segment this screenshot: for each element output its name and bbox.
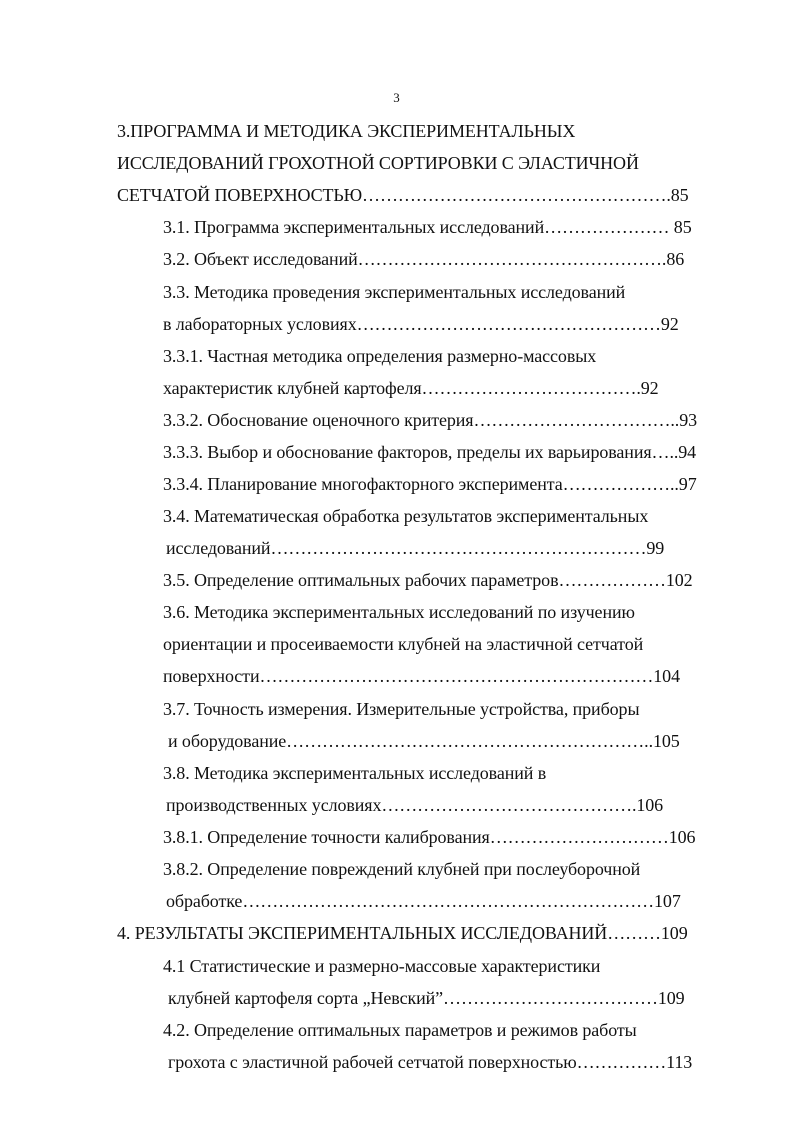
toc-entry-4-1-line-1: 4.1 Статистические и размерно-массовые характеристики [163, 956, 601, 976]
toc-heading-3-line-1: 3.ПРОГРАММА И МЕТОДИКА ЭКСПЕРИМЕНТАЛЬНЫХ [117, 121, 576, 141]
toc-entry-3-6-line-3: поверхности…………………………………………………………104 [163, 666, 680, 686]
toc-entry-3-4-line-2: исследований………………………………………………………99 [166, 538, 665, 558]
toc-entry-3-6-line-2: ориентации и просеиваемости клубней на эластичной сетчатой [163, 634, 644, 654]
toc-entry-3-8-line-2: производственных условиях…………………………………….106 [166, 795, 664, 815]
toc-entry-3-3-1-line-1: 3.3.1. Частная методика определения размерно-массовых [163, 346, 597, 366]
toc-entry-4-2-line-1: 4.2. Определение оптимальных параметров и режимов работы [163, 1020, 637, 1040]
toc-heading-3-line-3: СЕТЧАТОЙ ПОВЕРХНОСТЬЮ…………………………………………….85 [117, 185, 689, 205]
toc-entry-3-4-line-1: 3.4. Математическая обработка результатов экспериментальных [163, 506, 649, 526]
toc-entry-4-1-line-2: клубней картофеля сорта „Невский”………………………………109 [168, 988, 685, 1008]
toc-entry-3-3-1-line-2: характеристик клубней картофеля……………………………….92 [163, 378, 659, 398]
toc-entry-3-3-3: 3.3.3. Выбор и обоснование факторов, пределы их варьирования…..94 [163, 442, 697, 462]
page-number: 3 [393, 90, 400, 105]
toc-entry-3-3-line-2: в лабораторных условиях……………………………………………92 [163, 314, 679, 334]
toc-entry-3-5: 3.5. Определение оптимальных рабочих параметров………………102 [163, 570, 693, 590]
toc-entry-3-3-line-1: 3.3. Методика проведения экспериментальных исследований [163, 282, 626, 302]
toc-entry-3-8-line-1: 3.8. Методика экспериментальных исследований в [163, 763, 547, 783]
toc-entry-3-8-2-line-1: 3.8.2. Определение повреждений клубней при послеуборочной [163, 859, 641, 879]
toc-entry-3-8-1: 3.8.1. Определение точности калибрования…………………………106 [163, 827, 696, 847]
toc-entry-3-2: 3.2. Объект исследований…………………………………………….86 [163, 249, 685, 269]
toc-entry-3-7-line-2: и оборудование……………………………………………………..105 [168, 731, 680, 751]
toc-entry-4-2-line-2: грохота с эластичной рабочей сетчатой поверхностью……………113 [168, 1052, 693, 1072]
toc-entry-3-3-4: 3.3.4. Планирование многофакторного эксперимента………………..97 [163, 474, 697, 494]
toc-heading-3-line-2: ИССЛЕДОВАНИЙ ГРОХОТНОЙ СОРТИРОВКИ С ЭЛАСТИЧНОЙ [117, 153, 639, 173]
toc-entry-3-1: 3.1. Программа экспериментальных исследований………………… 85 [163, 217, 692, 237]
toc-heading-4: 4. РЕЗУЛЬТАТЫ ЭКСПЕРИМЕНТАЛЬНЫХ ИССЛЕДОВАНИЙ………109 [117, 923, 688, 943]
toc-entry-3-6-line-1: 3.6. Методика экспериментальных исследований по изучению [163, 602, 635, 622]
toc-entry-3-3-2: 3.3.2. Обоснование оценочного критерия……………………………..93 [163, 410, 697, 430]
toc-entry-3-8-2-line-2: обработке……………………………………………………………107 [166, 891, 681, 911]
toc-entry-3-7-line-1: 3.7. Точность измерения. Измерительные устройства, приборы [163, 699, 640, 719]
